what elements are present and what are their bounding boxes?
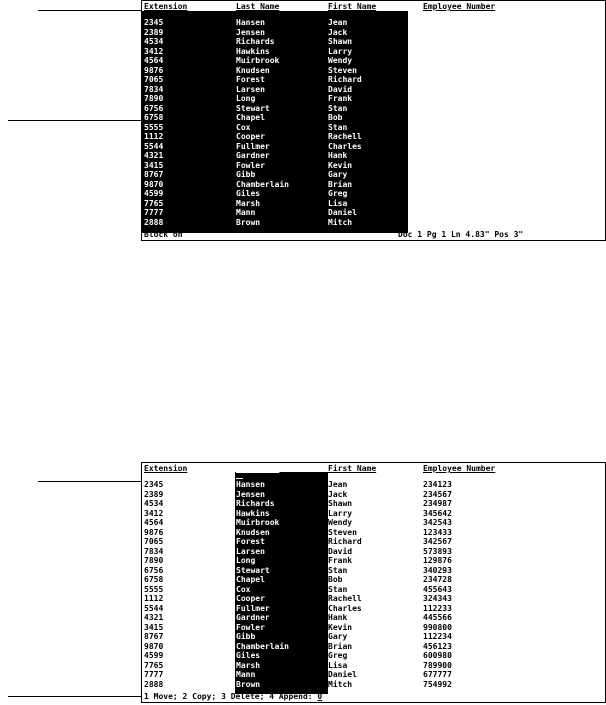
cell: 600980 <box>423 189 452 198</box>
cell: 234567 <box>423 27 452 37</box>
column-first-name <box>328 18 362 227</box>
cell: 342543 <box>423 56 452 65</box>
cell: Fullmer <box>236 603 270 613</box>
cell: 234728 <box>423 575 452 584</box>
cell: Shawn <box>328 37 353 46</box>
cell: Mitch <box>328 679 353 689</box>
cell: Kevin <box>328 160 353 170</box>
cell: 3412 <box>144 508 164 518</box>
cell: Fowler <box>236 160 265 170</box>
cell: 234728 <box>423 113 452 122</box>
cell: Larry <box>328 46 353 56</box>
move-copy-prompt[interactable] <box>144 692 322 701</box>
cell: 2389 <box>144 489 164 499</box>
cell: 456123 <box>423 179 452 189</box>
cell: 2888 <box>144 217 164 227</box>
cell: Brian <box>328 641 353 651</box>
cursor <box>236 478 243 479</box>
cell: 345642 <box>423 46 452 56</box>
cell: 2345 <box>144 18 164 27</box>
cell: 789900 <box>423 198 452 208</box>
cell: 123433 <box>423 527 452 537</box>
cell: 234123 <box>423 18 452 27</box>
status-position: Doc 1 Pg 1 Ln 4.83" Pos 3" <box>398 230 524 239</box>
cell: 8767 <box>144 632 164 641</box>
cell: 9876 <box>144 65 164 75</box>
cell: 7890 <box>144 556 164 565</box>
cell: Richards <box>236 37 275 46</box>
cell: 7765 <box>144 198 164 208</box>
column-last-name <box>236 18 289 227</box>
cell: Gardner <box>236 613 270 622</box>
cell: Knudsen <box>236 65 270 75</box>
cell: 2389 <box>144 27 164 37</box>
cell: 342567 <box>423 75 452 84</box>
cell: 6758 <box>144 575 164 584</box>
cell: 6758 <box>144 113 164 122</box>
cell: Fullmer <box>236 141 270 151</box>
cell: 3412 <box>144 46 164 56</box>
cell: Rachell <box>328 594 362 603</box>
cell: 234567 <box>423 489 452 499</box>
cell: 112233 <box>423 603 452 613</box>
cell: Fowler <box>236 622 265 632</box>
column-extension <box>144 18 163 227</box>
column-employee-number <box>423 18 452 227</box>
cell: 7890 <box>144 94 164 103</box>
cell: Wendy <box>328 518 353 527</box>
cell: 4534 <box>144 499 164 508</box>
cell: Richard <box>328 75 362 84</box>
cell: Jean <box>328 18 348 27</box>
cell: Kevin <box>328 622 353 632</box>
cell: Daniel <box>328 670 357 679</box>
header-last-name: Last Name <box>236 2 280 11</box>
prompt-text: 1 Move; 2 Copy; 3 Delete; 4 Append: <box>144 692 318 701</box>
screen-column-block <box>141 462 606 703</box>
cell: Stan <box>328 122 348 132</box>
cell: 7834 <box>144 546 164 556</box>
cell: Stan <box>328 565 348 575</box>
cell: Chamberlain <box>236 179 289 189</box>
cell: Hawkins <box>236 46 270 56</box>
cell: 573893 <box>423 84 452 94</box>
cell: 324343 <box>423 594 452 603</box>
column-extension <box>144 480 163 689</box>
cell: Lisa <box>328 198 348 208</box>
cell: Mann <box>236 208 256 217</box>
cell: 324343 <box>423 132 452 141</box>
cell: Greg <box>328 189 348 198</box>
cell: 4534 <box>144 37 164 46</box>
status-left: Block on <box>144 230 183 239</box>
cell: 7765 <box>144 660 164 670</box>
cell: 234123 <box>423 480 452 489</box>
cell: Mitch <box>328 217 353 227</box>
cell: 345642 <box>423 508 452 518</box>
cell: 8767 <box>144 170 164 179</box>
cell: Steven <box>328 527 357 537</box>
cell: Gibb <box>236 632 256 641</box>
cell: Long <box>236 94 256 103</box>
cell: 234987 <box>423 37 452 46</box>
cell: 677777 <box>423 208 452 217</box>
cell: Cox <box>236 584 251 594</box>
cell: Wendy <box>328 56 353 65</box>
cell: 7065 <box>144 75 164 84</box>
cell: 7777 <box>144 208 164 217</box>
cell: Hansen <box>236 18 265 27</box>
cell: Jack <box>328 489 348 499</box>
column-first-name <box>328 480 362 689</box>
cell: 234987 <box>423 499 452 508</box>
cell: Lisa <box>328 660 348 670</box>
column-last-name <box>236 480 289 689</box>
cell: Cooper <box>236 594 265 603</box>
cell: Gary <box>328 170 348 179</box>
cell: 3415 <box>144 622 164 632</box>
callout-line-top-header <box>38 10 141 11</box>
screen-block-on <box>141 0 606 241</box>
cell: Hank <box>328 151 348 160</box>
cell: 123433 <box>423 65 452 75</box>
header-employee-number: Employee Number <box>423 464 496 473</box>
cell: Chapel <box>236 575 265 584</box>
cell: Cooper <box>236 132 265 141</box>
cell: 9870 <box>144 641 164 651</box>
cell: Marsh <box>236 198 261 208</box>
cell: 754992 <box>423 679 452 689</box>
cell: 5544 <box>144 603 164 613</box>
cell: Gardner <box>236 151 270 160</box>
cell: Greg <box>328 651 348 660</box>
cell: Charles <box>328 141 362 151</box>
cell: 990800 <box>423 160 452 170</box>
cell: 5555 <box>144 584 164 594</box>
cell: David <box>328 546 353 556</box>
cell: Stewart <box>236 103 270 113</box>
cell: Stan <box>328 103 348 113</box>
cell: 7777 <box>144 670 164 679</box>
cell: Chapel <box>236 113 265 122</box>
cell: Bob <box>328 575 343 584</box>
cell: Knudsen <box>236 527 270 537</box>
cell: Muirbrook <box>236 518 280 527</box>
cell: 445566 <box>423 151 452 160</box>
cell: 9870 <box>144 179 164 189</box>
cell: Jack <box>328 27 348 37</box>
cell: Gary <box>328 632 348 641</box>
cell: Gibb <box>236 170 256 179</box>
cell: 789900 <box>423 660 452 670</box>
cell: 4564 <box>144 518 164 527</box>
cell: 342543 <box>423 518 452 527</box>
cell: 5555 <box>144 122 164 132</box>
cell: Muirbrook <box>236 56 280 65</box>
cell: 677777 <box>423 670 452 679</box>
cell: 1112 <box>144 132 164 141</box>
cell: Marsh <box>236 660 261 670</box>
cell: Charles <box>328 603 362 613</box>
cell: 1112 <box>144 594 164 603</box>
cell: 990800 <box>423 622 452 632</box>
header-first-name: First Name <box>328 2 377 11</box>
cell: Shawn <box>328 499 353 508</box>
cell: Forest <box>236 537 265 546</box>
cell: Stewart <box>236 565 270 575</box>
cell: Jean <box>328 480 348 489</box>
header-first-name: First Name <box>328 464 377 473</box>
cell: Mann <box>236 670 256 679</box>
cell: Giles <box>236 651 261 660</box>
cell: 112234 <box>423 170 452 179</box>
cell: Hank <box>328 613 348 622</box>
cell: Cox <box>236 122 251 132</box>
header-extension: Extension <box>144 464 188 473</box>
cell: 600980 <box>423 651 452 660</box>
cell: David <box>328 84 353 94</box>
cell: 455643 <box>423 122 452 132</box>
cell: 112233 <box>423 141 452 151</box>
cell: Jensen <box>236 489 265 499</box>
cell: Stan <box>328 584 348 594</box>
header-last-name: Last Name <box>236 464 280 473</box>
cell: 340293 <box>423 565 452 575</box>
cell: Chamberlain <box>236 641 289 651</box>
cell: 4599 <box>144 189 164 198</box>
cell: Richards <box>236 499 275 508</box>
callout-line-bottom-prompt <box>8 696 148 697</box>
cell: Jensen <box>236 27 265 37</box>
column-employee-number <box>423 480 452 689</box>
cell: 7065 <box>144 537 164 546</box>
cell: 4321 <box>144 613 164 622</box>
cell: Frank <box>328 556 353 565</box>
cell: 4321 <box>144 151 164 160</box>
header-employee-number: Employee Number <box>423 2 496 11</box>
cell: Bob <box>328 113 343 122</box>
cell: 129876 <box>423 556 452 565</box>
cell: 2345 <box>144 480 164 489</box>
cell: Larsen <box>236 546 265 556</box>
prompt-default-choice[interactable]: 0 <box>317 692 323 701</box>
cell: 455643 <box>423 584 452 594</box>
cell: 7834 <box>144 84 164 94</box>
cell: Larry <box>328 508 353 518</box>
header-extension: Extension <box>144 2 188 11</box>
cell: Hansen <box>236 480 265 489</box>
cell: Brown <box>236 217 261 227</box>
cell: 5544 <box>144 141 164 151</box>
cell: Forest <box>236 75 265 84</box>
cell: 2888 <box>144 679 164 689</box>
cell: Frank <box>328 94 353 103</box>
cell: Larsen <box>236 84 265 94</box>
cell: 754992 <box>423 217 452 227</box>
cell: Daniel <box>328 208 357 217</box>
cell: 456123 <box>423 641 452 651</box>
cell: Long <box>236 556 256 565</box>
cell: 129876 <box>423 94 452 103</box>
cell: 9876 <box>144 527 164 537</box>
cell: 445566 <box>423 613 452 622</box>
cell: 4564 <box>144 56 164 65</box>
cell: Giles <box>236 189 261 198</box>
cell: 573893 <box>423 546 452 556</box>
cell: 6756 <box>144 565 164 575</box>
cell: Brown <box>236 679 261 689</box>
cell: Hawkins <box>236 508 270 518</box>
cell: 3415 <box>144 160 164 170</box>
cell: 6756 <box>144 103 164 113</box>
cell: Richard <box>328 537 362 546</box>
cell: Rachell <box>328 132 362 141</box>
cell: 340293 <box>423 103 452 113</box>
cell: Steven <box>328 65 357 75</box>
cell: Brian <box>328 179 353 189</box>
cell: 4599 <box>144 651 164 660</box>
cell: 112234 <box>423 632 452 641</box>
cell: 342567 <box>423 537 452 546</box>
